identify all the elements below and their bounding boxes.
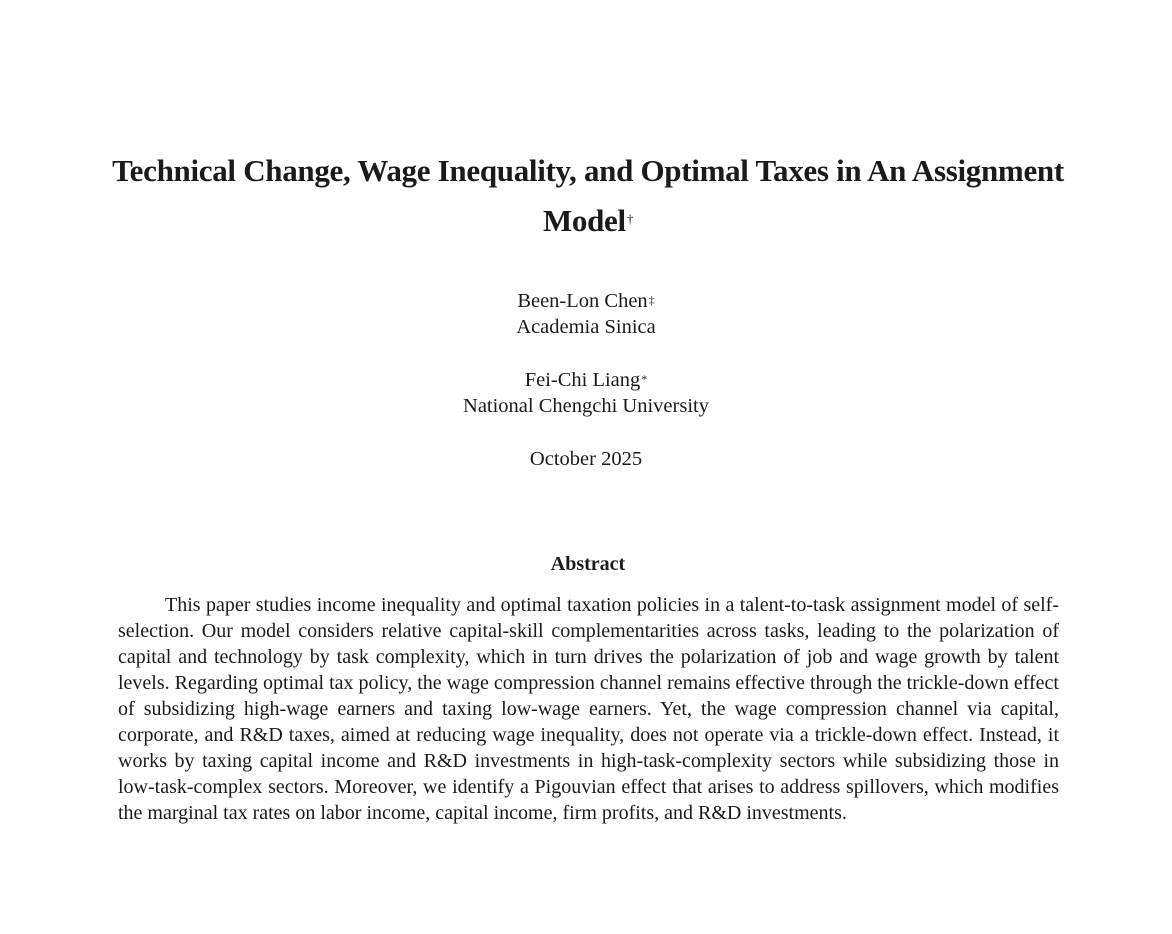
author-name: Been-Lon Chen [517, 290, 648, 312]
paper-date: October 2025 [529, 448, 643, 470]
author-footnote-mark: * [641, 372, 648, 386]
paper-title [100, 146, 1076, 246]
author-block-2 [286, 367, 886, 419]
paper-title-text: Technical Change, Wage Inequality, and Optimal Taxes in An Assignment Model [112, 153, 1064, 238]
author-footnote-mark: ‡ [648, 293, 655, 307]
abstract-heading: Abstract [550, 553, 626, 575]
author-affiliation: National Chengchi University [463, 395, 709, 417]
author-block-1 [286, 288, 886, 340]
author-affiliation: Academia Sinica [516, 316, 656, 338]
author-name: Fei-Chi Liang [524, 369, 641, 391]
abstract-text: This paper studies income inequality and optimal taxation policies in a talent-to-task assignment model of self-selection. Our model considers relative capital-skill complementarities across tasks, leading to the polarization of capital and technology by task complexity, which in turn drives the polarization of job and wage growth by talent levels. Regarding optimal tax policy, the wage compression channel remains effective through the trickle-down effect of subsidizing high-wage earners and taxing low-wage earners. Yet, the wage compression channel via capital, corporate, and R&D taxes, aimed at reducing wage inequality, does not operate via a trickle-down effect. Instead, it works by taxing capital income and R&D investments in high-task-complexity sectors while subsidizing those in low-task-complex sectors. Moreover, we identify a Pigouvian effect that arises to address spillovers, which modifies the marginal tax rates on labor income, capital income, firm profits, and R&D investments. [118, 594, 1059, 824]
title-footnote-mark: † [626, 211, 634, 226]
